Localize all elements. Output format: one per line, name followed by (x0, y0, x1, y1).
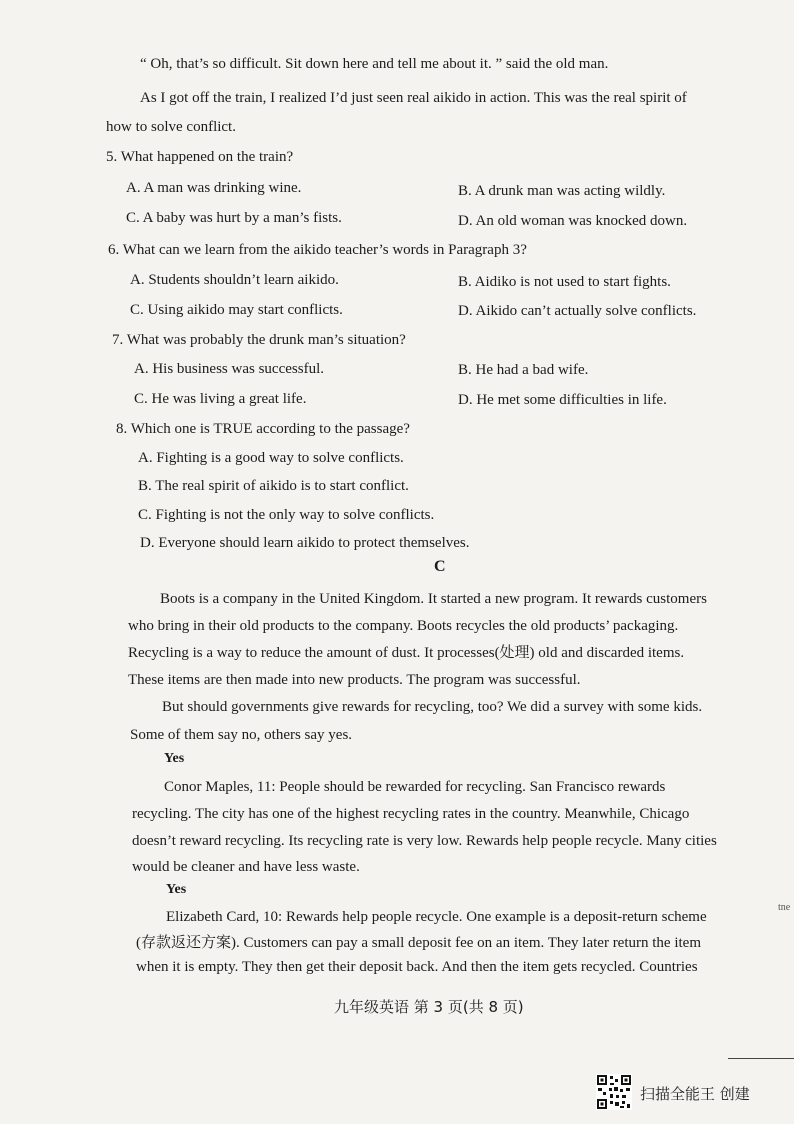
question-5-option-a[interactable]: A. A man was drinking wine. (126, 180, 302, 196)
question-8-stem: 8. Which one is TRUE according to the passage? (116, 421, 410, 437)
question-7-option-d[interactable]: D. He met some difficulties in life. (458, 392, 667, 408)
question-8-option-c[interactable]: C. Fighting is not the only way to solve conflicts. (138, 507, 435, 523)
passage-b-line-1: “ Oh, that’s so difficult. Sit down here and tell me about it. ” said the old man. (140, 56, 609, 72)
passage-b-line-3: how to solve conflict. (106, 119, 236, 135)
question-5-option-d[interactable]: D. An old woman was knocked down. (458, 213, 688, 229)
question-7-option-a[interactable]: A. His business was successful. (134, 361, 324, 377)
question-8-option-d[interactable]: D. Everyone should learn aikido to protect themselves. (140, 535, 470, 551)
passage-c-p3-line-4: would be cleaner and have less waste. (132, 859, 360, 875)
passage-c-p1-line-2: who bring in their old products to the company. Boots recycles the old products’ packaging. (128, 618, 679, 634)
divider-line (728, 1058, 794, 1059)
passage-c-p4-line-3: when it is empty. They then get their deposit back. And then the item gets recycled. Countries (136, 959, 698, 975)
question-8-option-a[interactable]: A. Fighting is a good way to solve conflicts. (138, 450, 404, 466)
edge-mark: tne (778, 902, 791, 913)
passage-c-p1-line-1: Boots is a company in the United Kingdom. It started a new program. It rewards customers (160, 591, 707, 607)
page-footer: 九年级英语 第 3 页(共 8 页) (334, 998, 524, 1016)
yes-label-2: Yes (166, 882, 187, 897)
passage-c-p2-line-1: But should governments give rewards for recycling, too? We did a survey with some kids. (162, 699, 703, 715)
question-7-option-b[interactable]: B. He had a bad wife. (458, 362, 589, 378)
passage-c-p4-line-1: Elizabeth Card, 10: Rewards help people recycle. One example is a deposit-return scheme (166, 909, 707, 925)
question-7-stem: 7. What was probably the drunk man’s situation? (112, 332, 406, 348)
question-5-stem: 5. What happened on the train? (106, 149, 294, 165)
question-6-option-c[interactable]: C. Using aikido may start conflicts. (130, 302, 343, 318)
passage-b-line-2: As I got off the train, I realized I’d just seen real aikido in action. This was the real spirit of (140, 90, 687, 106)
question-6-option-a[interactable]: A. Students shouldn’t learn aikido. (130, 272, 339, 288)
yes-label-1: Yes (164, 751, 185, 766)
question-6-option-d[interactable]: D. Aikido can’t actually solve conflicts. (458, 303, 697, 319)
passage-c-p3-line-3: doesn’t reward recycling. Its recycling rate is very low. Rewards help people recycle. Many cities (132, 833, 717, 849)
question-6-option-b[interactable]: B. Aidiko is not used to start fights. (458, 274, 671, 290)
passage-c-p1-line-4: These items are then made into new products. The program was successful. (128, 672, 581, 688)
passage-c-p3-line-2: recycling. The city has one of the highest recycling rates in the country. Meanwhile, Chicago (132, 806, 690, 822)
question-5-option-c[interactable]: C. A baby was hurt by a man’s fists. (126, 210, 342, 226)
passage-c-p1-line-3: Recycling is a way to reduce the amount of dust. It processes(处理) old and discarded items. (128, 645, 685, 661)
passage-c-p4-line-2: (存款返还方案). Customers can pay a small deposit fee on an item. They later return the item (136, 935, 701, 951)
scanner-brand-label: 扫描全能王 创建 (640, 1085, 750, 1103)
passage-c-heading: C (434, 558, 446, 575)
qr-code-icon (596, 1074, 632, 1110)
question-8-option-b[interactable]: B. The real spirit of aikido is to start conflict. (138, 478, 409, 494)
question-7-option-c[interactable]: C. He was living a great life. (134, 391, 307, 407)
question-5-option-b[interactable]: B. A drunk man was acting wildly. (458, 183, 666, 199)
passage-c-p3-line-1: Conor Maples, 11: People should be rewarded for recycling. San Francisco rewards (164, 779, 666, 795)
passage-c-p2-line-2: Some of them say no, others say yes. (130, 727, 353, 743)
question-6-stem: 6. What can we learn from the aikido teacher’s words in Paragraph 3? (108, 242, 527, 258)
